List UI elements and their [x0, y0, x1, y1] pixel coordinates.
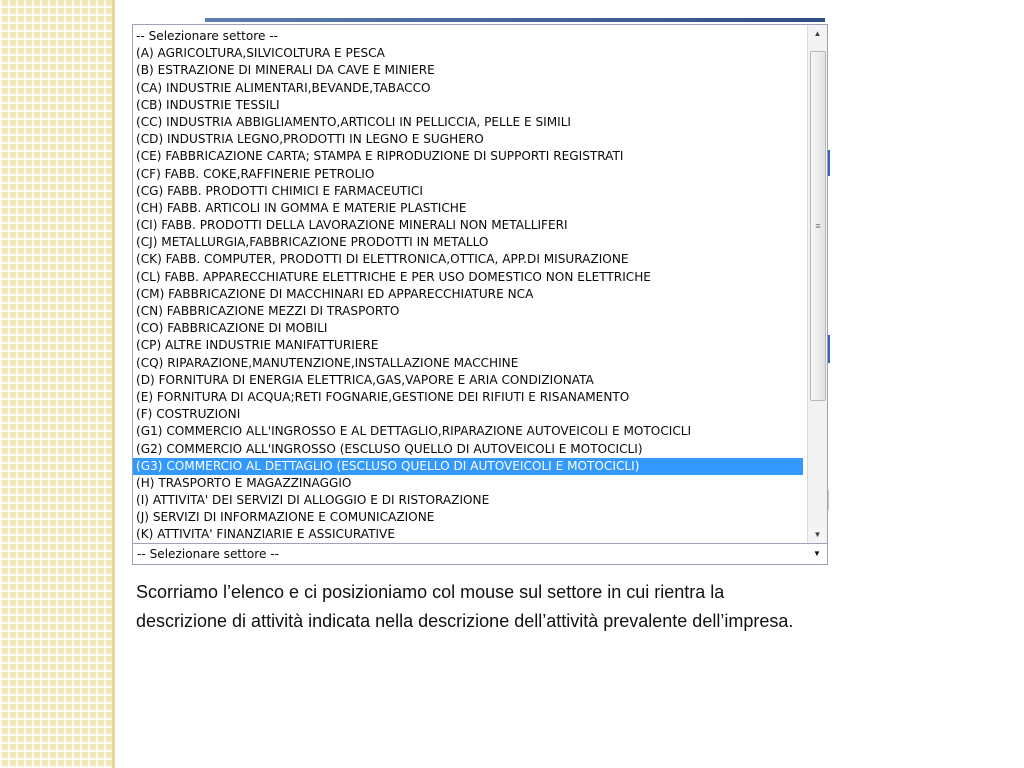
- sector-option[interactable]: (CF) FABB. COKE,RAFFINERIE PETROLIO: [136, 166, 375, 181]
- instruction-caption: [136, 578, 1016, 636]
- sector-option[interactable]: (CB) INDUSTRIE TESSILI: [136, 97, 280, 112]
- scrollbar-grip-icon: ≡: [815, 221, 821, 231]
- sector-option[interactable]: (B) ESTRAZIONE DI MINERALI DA CAVE E MINIERE: [136, 63, 435, 78]
- sector-option[interactable]: (CL) FABB. APPARECCHIATURE ELETTRICHE E PER USO DOMESTICO NON ELETTRICHE: [136, 269, 651, 284]
- sector-option[interactable]: (CA) INDUSTRIE ALIMENTARI,BEVANDE,TABACCO: [136, 80, 431, 95]
- sector-option[interactable]: (CO) FABBRICAZIONE DI MOBILI: [136, 321, 328, 336]
- side-pattern-decoration: [0, 0, 112, 768]
- sector-select-value: -- Selezionare settore --: [137, 547, 280, 561]
- sector-option[interactable]: (CE) FABBRICAZIONE CARTA; STAMPA E RIPRODUZIONE DI SUPPORTI REGISTRATI: [136, 149, 624, 164]
- scrollbar-thumb[interactable]: [810, 51, 826, 401]
- sector-options: [133, 28, 803, 544]
- sector-option[interactable]: (CJ) METALLURGIA,FABBRICAZIONE PRODOTTI IN METALLO: [136, 235, 489, 250]
- sector-dropdown-list[interactable]: [132, 24, 828, 544]
- sector-option[interactable]: (CM) FABBRICAZIONE DI MACCHINARI ED APPARECCHIATURE NCA: [136, 286, 534, 301]
- sector-option[interactable]: (H) TRASPORTO E MAGAZZINAGGIO: [136, 475, 352, 490]
- sector-option[interactable]: (CC) INDUSTRIA ABBIGLIAMENTO,ARTICOLI IN PELLICCIA, PELLE E SIMILI: [136, 114, 571, 129]
- sector-option[interactable]: (D) FORNITURA DI ENERGIA ELETTRICA,GAS,VAPORE E ARIA CONDIZIONATA: [136, 372, 594, 387]
- sector-option-highlighted[interactable]: (G3) COMMERCIO AL DETTAGLIO (ESCLUSO QUELLO DI AUTOVEICOLI E MOTOCICLI): [133, 458, 803, 475]
- scroll-up-arrow-icon[interactable]: ▲: [809, 25, 826, 42]
- scroll-down-arrow-icon[interactable]: ▼: [809, 526, 826, 543]
- sector-option[interactable]: (I) ATTIVITA' DEI SERVIZI DI ALLOGGIO E DI RISTORAZIONE: [136, 493, 490, 508]
- dropdown-arrow-icon[interactable]: ▼: [813, 549, 821, 558]
- sector-option[interactable]: -- Selezionare settore --: [136, 29, 279, 43]
- sector-option[interactable]: (G2) COMMERCIO ALL'INGROSSO (ESCLUSO QUELLO DI AUTOVEICOLI E MOTOCICLI): [136, 441, 643, 456]
- sector-option[interactable]: (G1) COMMERCIO ALL'INGROSSO E AL DETTAGLIO,RIPARAZIONE AUTOVEICOLI E MOTOCICLI: [136, 424, 692, 439]
- sector-option[interactable]: (A) AGRICOLTURA,SILVICOLTURA E PESCA: [136, 46, 385, 61]
- side-divider: [112, 0, 115, 768]
- vertical-scrollbar[interactable]: [807, 25, 827, 543]
- sector-option[interactable]: (F) COSTRUZIONI: [136, 407, 241, 422]
- sector-option[interactable]: (CI) FABB. PRODOTTI DELLA LAVORAZIONE MINERALI NON METALLIFERI: [136, 218, 568, 233]
- caption-line-2: descrizione di attività indicata nella descrizione dell’attività prevalente dell’impresa.: [136, 611, 794, 631]
- sector-option[interactable]: (J) SERVIZI DI INFORMAZIONE E COMUNICAZIONE: [136, 510, 435, 525]
- sector-option[interactable]: (CK) FABB. COMPUTER, PRODOTTI DI ELETTRONICA,OTTICA, APP.DI MISURAZIONE: [136, 252, 629, 267]
- sector-option[interactable]: (K) ATTIVITA' FINANZIARIE E ASSICURATIVE: [136, 527, 395, 542]
- caption-line-1: Scorriamo l’elenco e ci posizioniamo col mouse sul settore in cui rientra la: [136, 582, 725, 602]
- sector-option[interactable]: (CG) FABB. PRODOTTI CHIMICI E FARMACEUTICI: [136, 183, 423, 198]
- sector-option[interactable]: (CD) INDUSTRIA LEGNO,PRODOTTI IN LEGNO E SUGHERO: [136, 132, 484, 147]
- sector-select[interactable]: [132, 543, 828, 565]
- sector-option[interactable]: (CP) ALTRE INDUSTRIE MANIFATTURIERE: [136, 338, 379, 353]
- sector-option[interactable]: (CN) FABBRICAZIONE MEZZI DI TRASPORTO: [136, 304, 400, 318]
- sector-option[interactable]: (E) FORNITURA DI ACQUA;RETI FOGNARIE,GESTIONE DEI RIFIUTI E RISANAMENTO: [136, 389, 630, 404]
- sector-option[interactable]: (CH) FABB. ARTICOLI IN GOMMA E MATERIE PLASTICHE: [136, 200, 467, 215]
- sector-option[interactable]: (CQ) RIPARAZIONE,MANUTENZIONE,INSTALLAZIONE MACCHINE: [136, 355, 519, 370]
- window-top-edge: [205, 18, 825, 22]
